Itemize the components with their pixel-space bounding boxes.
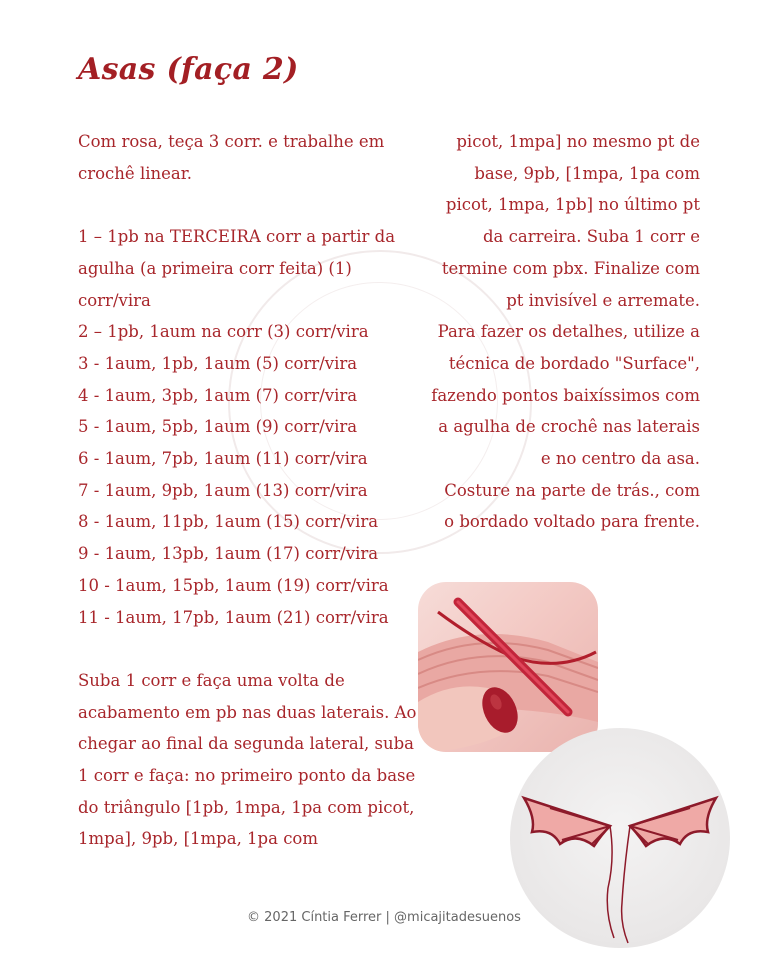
instructions-left-column (78, 126, 423, 855)
details-paragraph: Para fazer os detalhes, utilize a técnica de bordado "Surface", fazendo pontos baixíssimos com a agulha de crochê nas laterais e no centro da asa. (431, 322, 700, 469)
row-instruction: 7 - 1aum, 9pb, 1aum (13) corr/vira (78, 480, 368, 500)
row-instruction: 3 - 1aum, 1pb, 1aum (5) corr/vira (78, 353, 358, 373)
crochet-process-photo (418, 582, 598, 752)
row-instruction: 6 - 1aum, 7pb, 1aum (11) corr/vira (78, 449, 368, 469)
row-instruction: 9 - 1aum, 13pb, 1aum (17) corr/vira (78, 544, 379, 564)
page-title: Asas (faça 2) (78, 52, 299, 87)
row-instruction: 1 – 1pb na TERCEIRA corr a partir da agulha (a primeira corr feita) (1) corr/vira (78, 227, 396, 310)
row-instruction: 11 - 1aum, 17pb, 1aum (21) corr/vira (78, 607, 389, 627)
row-instruction: 2 – 1pb, 1aum na corr (3) corr/vira (78, 322, 369, 342)
intro-paragraph: Com rosa, teça 3 corr. e trabalhe em crochê linear. (78, 132, 385, 183)
finish-paragraph: Suba 1 corr e faça uma volta de acabamento em pb nas duas laterais. Ao chegar ao final da segunda lateral, suba 1 corr e faça: no primeiro ponto da base do triângulo [1pb, 1mpa, 1pa com picot, 1mpa], 9pb, [1mpa, 1pa com (78, 670, 417, 849)
row-instruction: 10 - 1aum, 15pb, 1aum (19) corr/vira (78, 575, 389, 595)
instructions-right-column (430, 126, 700, 538)
row-instruction: 8 - 1aum, 11pb, 1aum (15) corr/vira (78, 512, 379, 532)
continuation-paragraph: picot, 1mpa] no mesmo pt de base, 9pb, [1mpa, 1pa com picot, 1mpa, 1pb] no último pt da carreira. Suba 1 corr e termine com pbx. Finalize com pt invisível e arremate. (441, 132, 700, 310)
copyright-footer: © 2021 Cíntia Ferrer | @micajitadesuenos (247, 910, 521, 925)
sew-paragraph: Costure na parte de trás., com o bordado voltado para frente. (444, 480, 700, 532)
row-instruction: 4 - 1aum, 3pb, 1aum (7) corr/vira (78, 385, 358, 405)
row-instruction: 5 - 1aum, 5pb, 1aum (9) corr/vira (78, 417, 358, 437)
